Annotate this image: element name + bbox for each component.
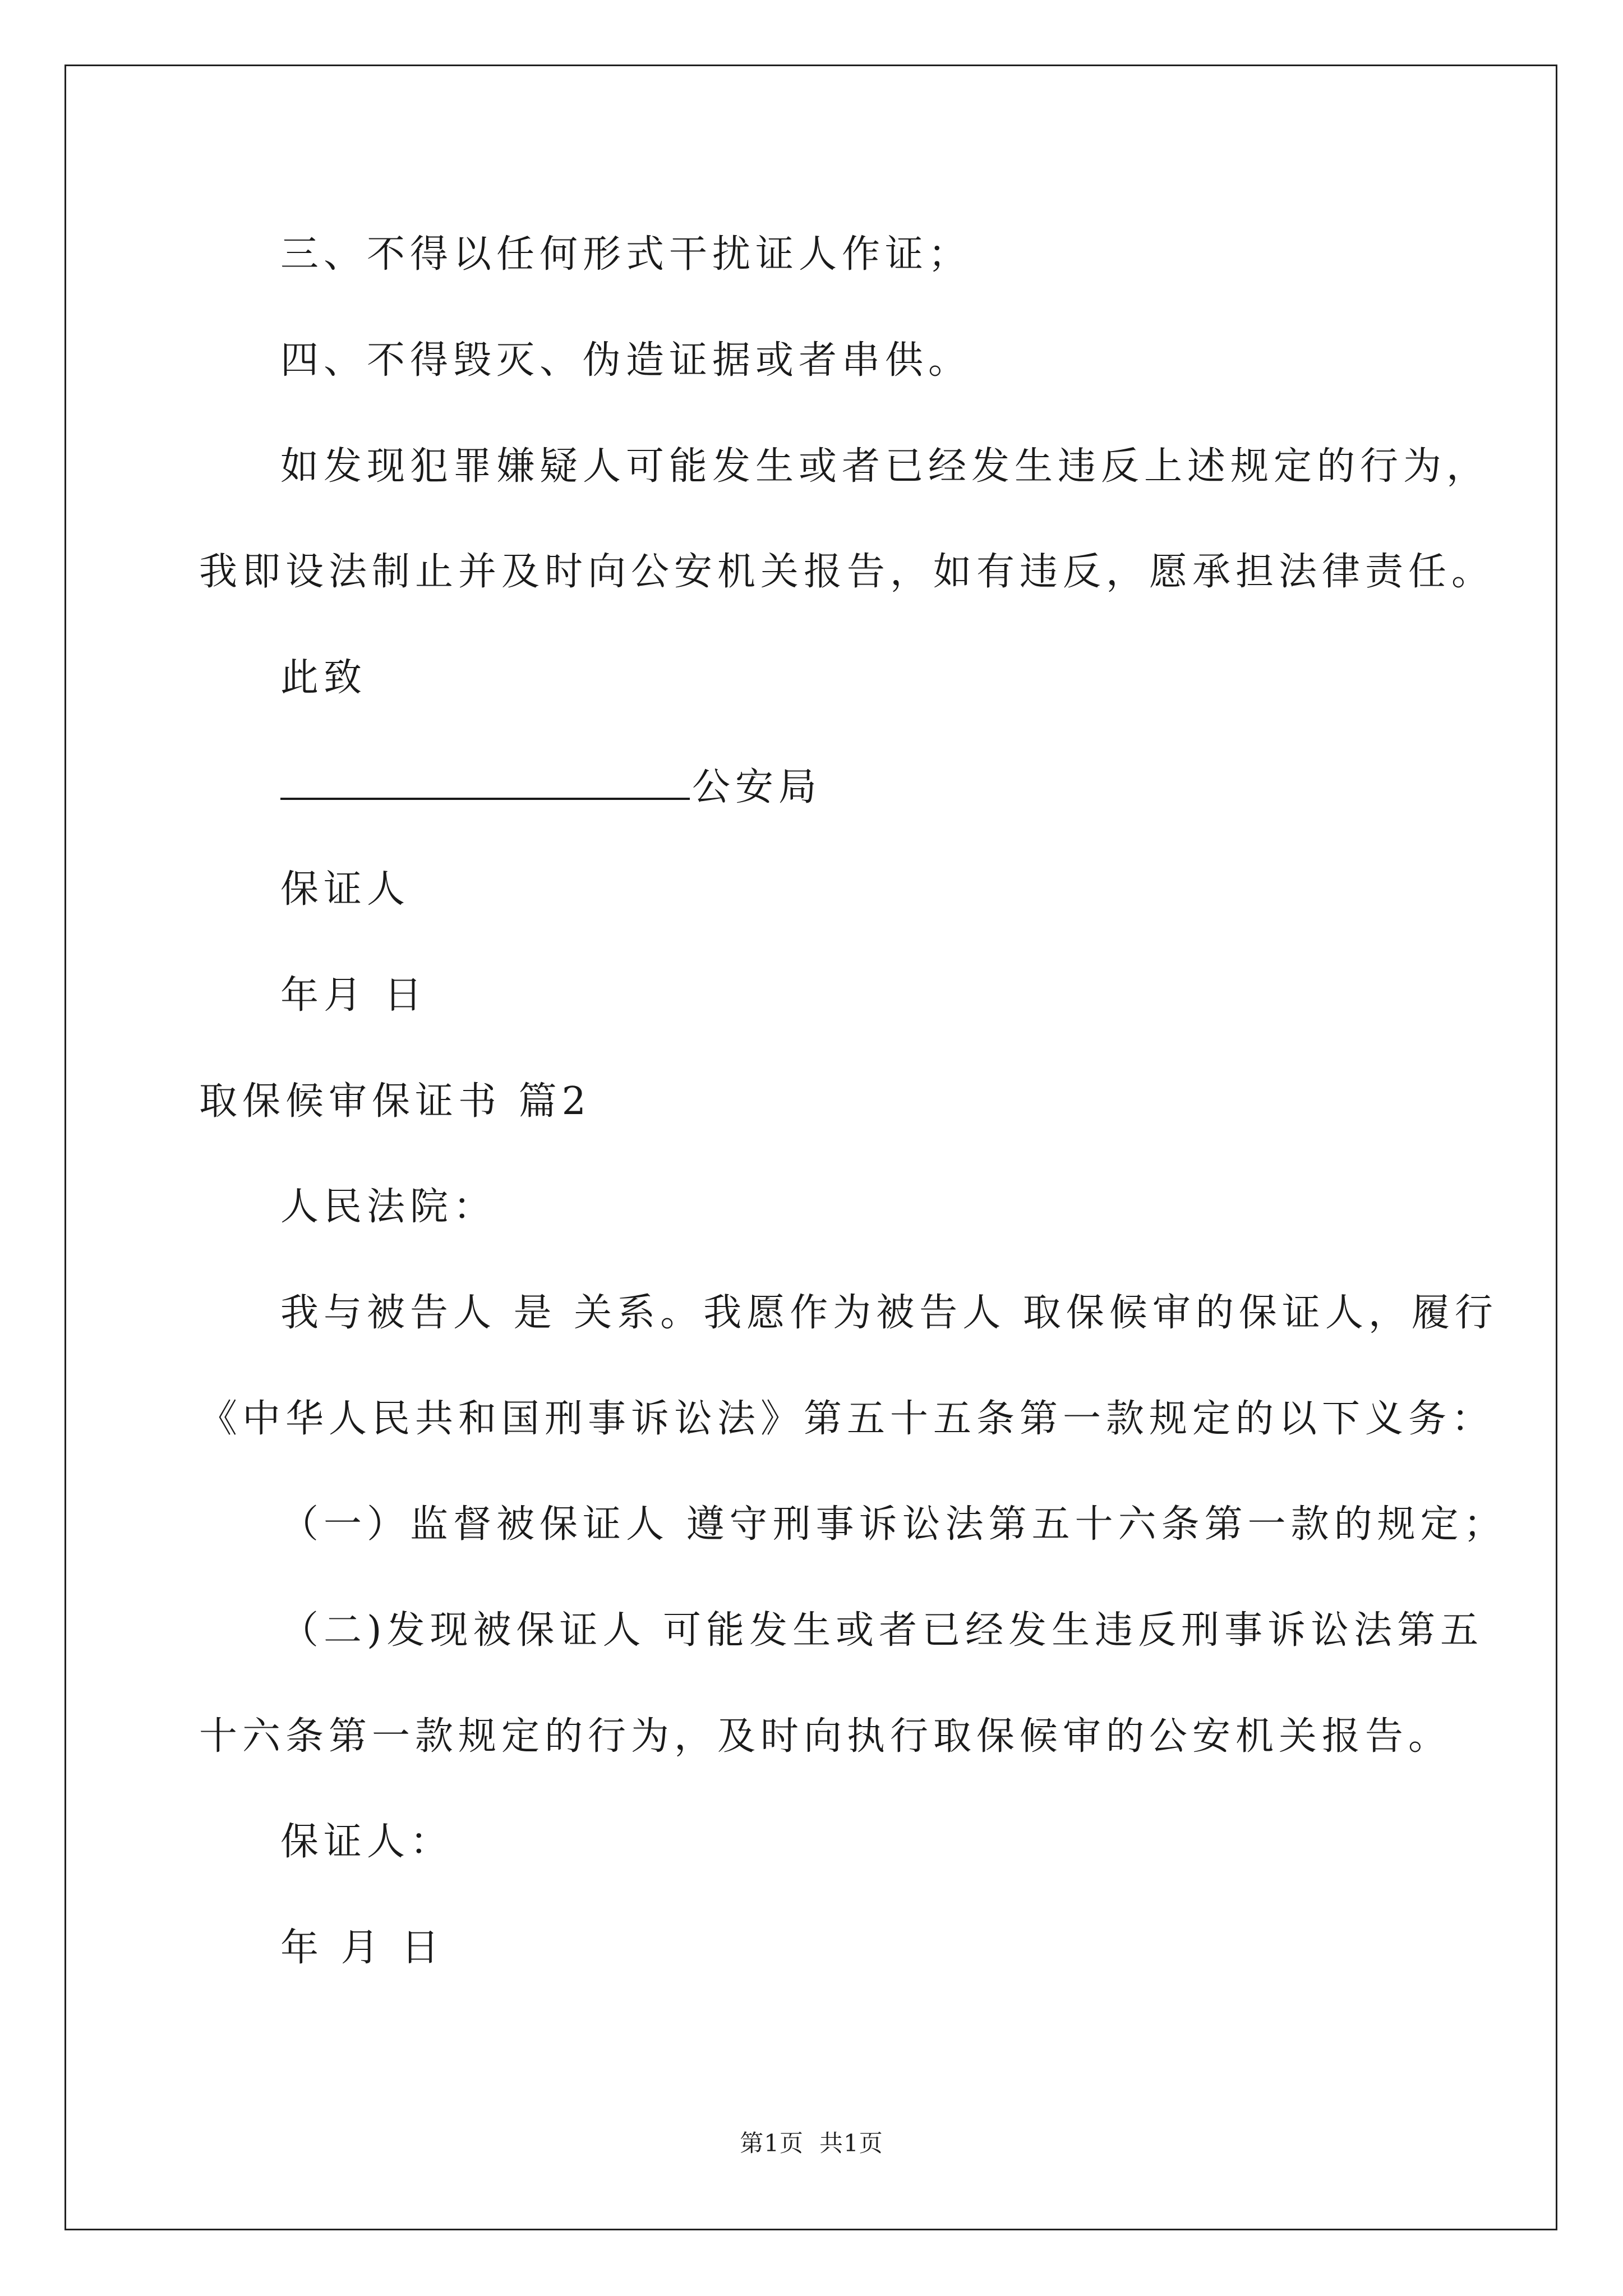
guarantor-signature-label: 保证人： [280,1820,454,1864]
signature-date-line: 年 月 日 [280,1926,445,1970]
body-line-2: 《中华人民共和国刑事诉讼法》第五十五条第一款规定的以下义务： [199,1397,1495,1441]
date-line: 年月 日 [280,973,427,1018]
page-footer [0,2129,1623,2157]
recipient-suffix: 公安局 [692,765,822,809]
section-heading: 取保候审保证书 篇2 [199,1079,591,1124]
body-line-1: 我与被告人 是 关系。我愿作为被告人 取保候审的保证人，履行 [280,1291,1498,1335]
obligation-one: （一）监督被保证人 遵守刑事诉讼法第五十六条第一款的规定； [280,1502,1507,1547]
page-number: 第1页 [740,2129,804,2157]
salutation: 此致 [280,656,367,700]
clause-three: 三、不得以任何形式干扰证人作证； [280,232,972,277]
addressee: 人民法院： [280,1185,497,1229]
page-total: 共1页 [819,2129,883,2157]
recipient-blank [280,765,690,800]
paragraph-line-2: 我即设法制止并及时向公安机关报告，如有违反，愿承担法律责任。 [199,550,1495,594]
paragraph-line-1: 如发现犯罪嫌疑人可能发生或者已经发生违反上述规定的行为， [280,444,1490,489]
page-border [64,65,1557,2230]
guarantor-label: 保证人 [280,867,411,912]
clause-four: 四、不得毁灭、伪造证据或者串供。 [280,338,972,383]
recipient-line [280,765,822,807]
obligation-two-line-2: 十六条第一款规定的行为，及时向执行取保候审的公安机关报告。 [199,1714,1452,1759]
obligation-two-line-1: （二)发现被保证人 可能发生或者已经发生违反刑事诉讼法第五 [280,1608,1484,1653]
